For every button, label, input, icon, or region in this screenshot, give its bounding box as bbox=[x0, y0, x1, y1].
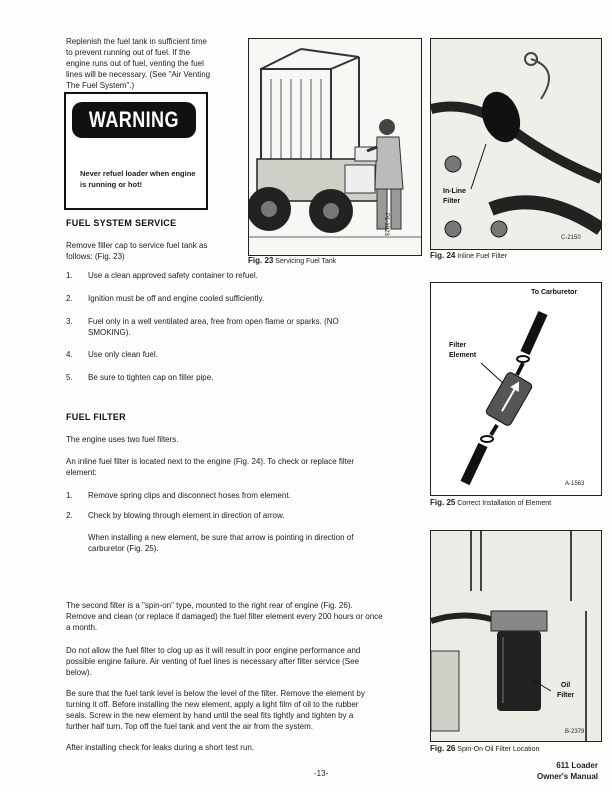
step-number: 5. bbox=[66, 373, 73, 382]
intro-line: lines will be necessary. (See "Air Venting bbox=[66, 70, 211, 79]
step-number: 2. bbox=[66, 511, 73, 520]
fig26-code: B-2379 bbox=[565, 729, 585, 735]
fig26-label bbox=[557, 681, 574, 701]
p5-line: further half turn. Top off the fuel tank and vent the air from the system. bbox=[66, 722, 313, 731]
step-number: 2. bbox=[66, 294, 73, 303]
intro-line: Replenish the fuel tank in sufficient time bbox=[66, 37, 207, 46]
note-line: carburetor (Fig. 25). bbox=[88, 544, 159, 553]
fig25-caption bbox=[430, 498, 551, 507]
fig23-caption-text: Servicing Fuel Tank bbox=[275, 258, 337, 265]
fig24-label bbox=[443, 187, 466, 207]
p5-line: Be sure that the fuel tank level is below the level of the filter. Remove the element by bbox=[66, 689, 365, 698]
fuel-filter-p1: The engine uses two fuel filters. bbox=[66, 435, 179, 444]
p5-line: turning it off. Before installing the new element, apply a light film of oil to the rubber bbox=[66, 700, 359, 709]
step-line: Fuel only in a well ventilated area, free from open flame or sparks. (NO bbox=[88, 317, 339, 326]
warning-line: Never refuel loader when engine bbox=[80, 169, 196, 178]
fig25-label-top: To Carburetor bbox=[531, 289, 578, 296]
warning-line: is running or hot! bbox=[80, 180, 143, 189]
inline-filter-illustration bbox=[431, 39, 601, 249]
step-text bbox=[88, 316, 428, 338]
fig24-image bbox=[430, 38, 602, 250]
step-text: Use only clean fuel. bbox=[88, 350, 158, 359]
spin-on-filter-illustration bbox=[431, 531, 601, 741]
intro-paragraph bbox=[66, 36, 246, 91]
step-number: 1. bbox=[66, 271, 73, 280]
p2-line: element: bbox=[66, 468, 97, 477]
warning-box bbox=[64, 92, 208, 210]
step-number: 1. bbox=[66, 491, 73, 500]
warning-banner bbox=[72, 102, 196, 138]
p3-line: a month. bbox=[66, 623, 98, 632]
fig26-caption-text: Spin-On Oil Filter Location bbox=[457, 746, 540, 753]
p3-line: Remove and clean (or replace if damaged) the fuel filter element every 200 hours or once bbox=[66, 612, 383, 621]
fig24-label-line: Filter bbox=[443, 198, 461, 205]
p4-line: possible engine failure. Air venting of fuel lines is necessary after filter service (See bbox=[66, 657, 360, 666]
note-line: When installing a new element, be sure that arrow is pointing in direction of bbox=[88, 533, 354, 542]
fig24-code: C-2150 bbox=[561, 235, 581, 241]
warning-text bbox=[80, 168, 204, 190]
step-text: Use a clean approved safety container to refuel. bbox=[88, 271, 258, 280]
fuel-filter-p4 bbox=[66, 645, 426, 678]
fuel-filter-note bbox=[88, 532, 418, 554]
fig26-image bbox=[430, 530, 602, 742]
fig25-caption-text: Correct Installation of Element bbox=[457, 500, 552, 507]
fig23-code: P1-1023 bbox=[383, 213, 389, 236]
p4-line: below). bbox=[66, 668, 92, 677]
fig25-number: Fig. 25 bbox=[430, 498, 456, 507]
fig24-caption-text: Inline Fuel Filter bbox=[457, 253, 508, 260]
fig25-image bbox=[430, 282, 602, 496]
loader-illustration bbox=[249, 39, 421, 255]
intro-line: The Fuel System".) bbox=[66, 81, 135, 90]
step-text: Remove spring clips and disconnect hoses from element. bbox=[88, 491, 291, 500]
fig23-image bbox=[248, 38, 422, 256]
fig25-code: A-1563 bbox=[565, 481, 585, 487]
fuel-filter-p6: After installing check for leaks during a short test run. bbox=[66, 743, 255, 752]
p4-line: Do not allow the fuel filter to clog up as it will result in poor engine performance and bbox=[66, 646, 361, 655]
step-number: 3. bbox=[66, 317, 73, 326]
fig25-label-line: Element bbox=[449, 352, 477, 359]
fig23-number: Fig. 23 bbox=[248, 256, 274, 265]
fig26-label-line: Filter bbox=[557, 692, 575, 699]
step-text: Be sure to tighten cap on filler pipe. bbox=[88, 373, 214, 382]
step-number: 4. bbox=[66, 350, 73, 359]
step-text: Check by blowing through element in direction of arrow. bbox=[88, 511, 285, 520]
manual-title-line: 611 Loader bbox=[556, 761, 598, 770]
fuel-filter-p2 bbox=[66, 456, 426, 478]
fig26-number: Fig. 26 bbox=[430, 744, 456, 753]
fig26-label-line: Oil bbox=[560, 682, 571, 689]
fuel-filter-p5 bbox=[66, 688, 426, 732]
fig26-caption bbox=[430, 744, 539, 753]
p5-line: seals. Screw in the new element by hand until the seal fits tightly and tighten by a bbox=[66, 711, 354, 720]
fuel-filter-p3 bbox=[66, 600, 426, 633]
intro-line: engine runs out of fuel, venting the fuel bbox=[66, 59, 204, 68]
fig23-caption bbox=[248, 256, 336, 265]
p2-line: An inline fuel filter is located next to the engine (Fig. 24). To check or replace filter bbox=[66, 457, 355, 466]
fig25-label-line: Filter bbox=[449, 342, 467, 349]
fuel-filter-heading: FUEL FILTER bbox=[66, 412, 126, 422]
fig24-label-line: In-Line bbox=[443, 188, 466, 195]
fuel-system-service-heading: FUEL SYSTEM SERVICE bbox=[66, 218, 177, 228]
fig25-label bbox=[449, 341, 476, 361]
manual-title-line: Owner's Manual bbox=[536, 772, 598, 781]
fig24-caption bbox=[430, 251, 507, 260]
p3-line: The second filter is a "spin-on" type, mounted to the right rear of engine (Fig. 26). bbox=[66, 601, 353, 610]
page-number: -13- bbox=[314, 769, 329, 778]
intro-line: to prevent running out of fuel. If the bbox=[66, 48, 191, 57]
fig24-number: Fig. 24 bbox=[430, 251, 456, 260]
step-line: SMOKING). bbox=[88, 328, 131, 337]
filter-element-diagram bbox=[431, 283, 601, 495]
step-text: Ignition must be off and engine cooled sufficiently. bbox=[88, 294, 265, 303]
fuel-system-intro-line: Remove filler cap to service fuel tank as bbox=[66, 241, 208, 250]
manual-title bbox=[524, 760, 598, 782]
fuel-system-intro-line: follows: (Fig. 23) bbox=[66, 252, 125, 261]
warning-title: WARNING bbox=[88, 107, 180, 132]
fuel-system-intro bbox=[66, 240, 246, 262]
